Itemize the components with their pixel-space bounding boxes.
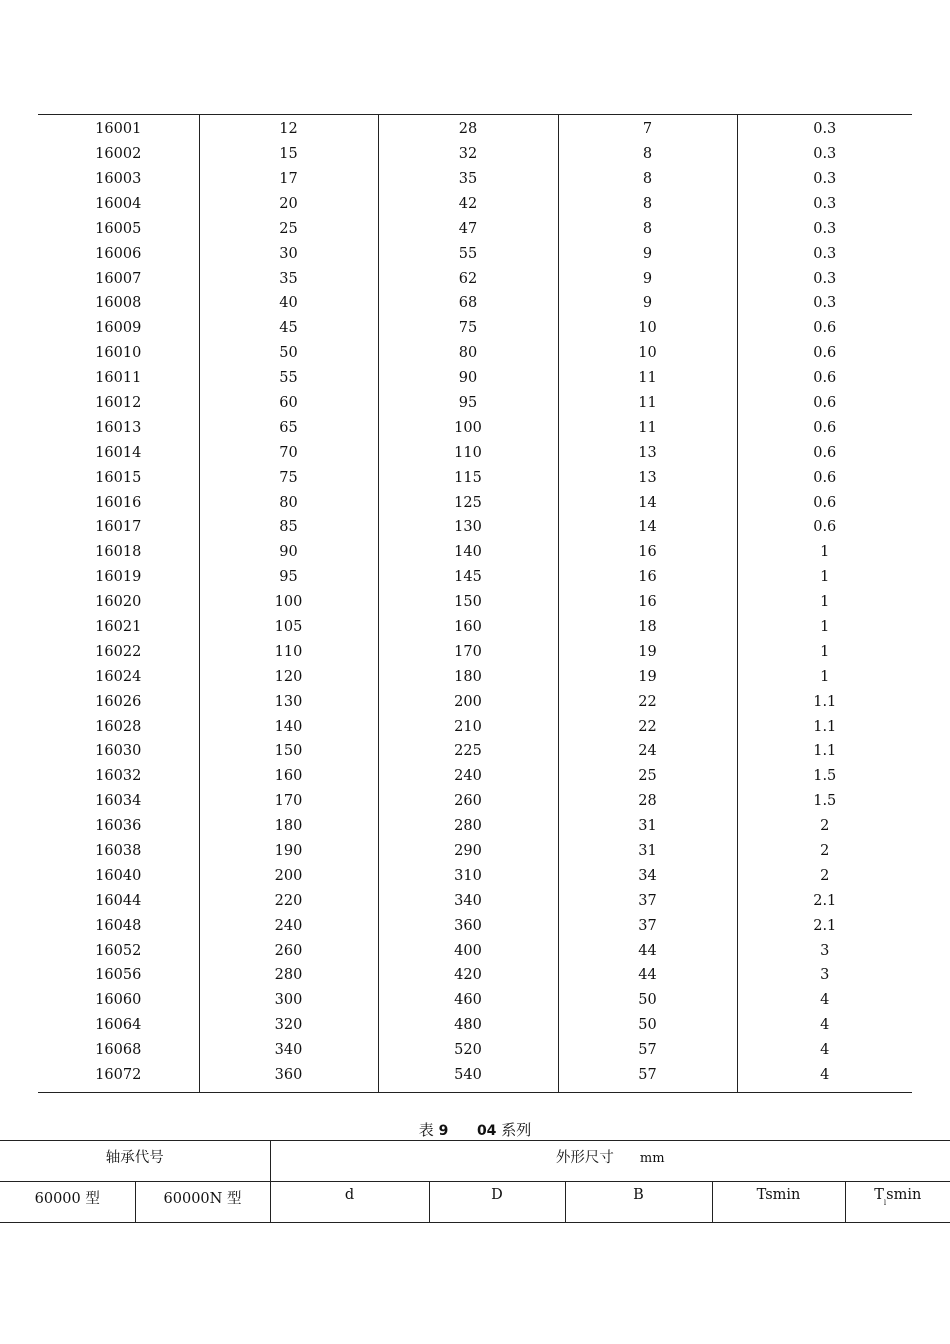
col-D-header: D <box>429 1182 565 1223</box>
D-cell: 80 <box>378 341 558 366</box>
dimensions-unit: mm <box>639 1151 665 1166</box>
d-cell: 170 <box>199 789 378 814</box>
B-cell: 28 <box>558 789 737 814</box>
header-row-1 <box>0 1141 950 1182</box>
D-cell: 110 <box>378 441 558 466</box>
rsmin-cell: 1.5 <box>737 764 912 789</box>
B-cell: 37 <box>558 914 737 939</box>
B-cell: 8 <box>558 217 737 242</box>
table-caption <box>0 1119 950 1140</box>
D-cell: 240 <box>378 764 558 789</box>
bearing-code-cell: 16012 <box>95 394 142 411</box>
bearing-code-cell: 16007 <box>95 270 142 287</box>
table-row <box>38 366 912 391</box>
table-row <box>38 192 912 217</box>
B-cell: 14 <box>558 515 737 540</box>
d-cell: 120 <box>199 665 378 690</box>
B-cell: 13 <box>558 441 737 466</box>
d-cell: 70 <box>199 441 378 466</box>
bearing-code-cell: 16011 <box>95 370 142 387</box>
rsmin-cell: 0.3 <box>737 241 912 266</box>
B-cell: 14 <box>558 490 737 515</box>
col-d-header: d <box>270 1182 429 1223</box>
B-cell: 57 <box>558 1038 737 1063</box>
bearing-code-cell: 16016 <box>95 494 142 511</box>
d-cell: 45 <box>199 316 378 341</box>
rsmin-cell: 3 <box>737 963 912 988</box>
t1smin-rest: smin <box>886 1187 922 1203</box>
bearing-code-cell: 16068 <box>95 1042 142 1059</box>
B-cell: 25 <box>558 764 737 789</box>
t1smin-subscript: l <box>883 1199 887 1207</box>
caption-suffix: 系列 <box>501 1121 532 1139</box>
B-cell: 22 <box>558 689 737 714</box>
rsmin-cell: 4 <box>737 1063 912 1092</box>
d-cell: 30 <box>199 241 378 266</box>
bearing-dimension-table <box>38 114 912 1093</box>
D-cell: 520 <box>378 1038 558 1063</box>
table-row <box>38 1063 912 1092</box>
table-row <box>38 839 912 864</box>
bearing-code-header: 轴承代号 <box>0 1141 270 1182</box>
rsmin-cell: 0.3 <box>737 266 912 291</box>
d-cell: 130 <box>199 689 378 714</box>
caption-prefix: 表 <box>418 1121 434 1139</box>
bearing-code-cell: 16026 <box>95 693 142 710</box>
d-cell: 20 <box>199 192 378 217</box>
B-cell: 19 <box>558 640 737 665</box>
bearing-code-cell: 16060 <box>95 992 142 1009</box>
bearing-code-cell: 16048 <box>95 917 142 934</box>
rsmin-cell: 0.6 <box>737 465 912 490</box>
table-row <box>38 739 912 764</box>
D-cell: 35 <box>378 167 558 192</box>
D-cell: 280 <box>378 814 558 839</box>
rsmin-cell: 1 <box>737 565 912 590</box>
D-cell: 540 <box>378 1063 558 1092</box>
B-cell: 44 <box>558 963 737 988</box>
d-cell: 280 <box>199 963 378 988</box>
d-cell: 85 <box>199 515 378 540</box>
D-cell: 140 <box>378 540 558 565</box>
rsmin-cell: 0.3 <box>737 142 912 167</box>
D-cell: 460 <box>378 988 558 1013</box>
col-tsmin-header: Tsmin <box>712 1182 845 1223</box>
bearing-code-cell: 16006 <box>95 245 142 262</box>
bearing-code-cell: 16003 <box>95 170 142 187</box>
d-cell: 12 <box>199 115 378 142</box>
bearing-code-cell: 16044 <box>95 892 142 909</box>
table-row <box>38 540 912 565</box>
rsmin-cell: 4 <box>737 1038 912 1063</box>
B-cell: 44 <box>558 938 737 963</box>
D-cell: 160 <box>378 615 558 640</box>
rsmin-cell: 0.3 <box>737 192 912 217</box>
rsmin-cell: 1 <box>737 590 912 615</box>
rsmin-cell: 1.1 <box>737 739 912 764</box>
rsmin-cell: 1.5 <box>737 789 912 814</box>
table-row <box>38 142 912 167</box>
dimensions-header <box>270 1141 950 1182</box>
bearing-code-cell: 16036 <box>95 818 142 835</box>
bearing-code-cell: 16013 <box>95 419 142 436</box>
d-cell: 40 <box>199 291 378 316</box>
D-cell: 360 <box>378 914 558 939</box>
bearing-code-cell: 16030 <box>95 743 142 760</box>
D-cell: 400 <box>378 938 558 963</box>
bearing-code-cell: 16064 <box>95 1017 142 1034</box>
rsmin-cell: 2.1 <box>737 914 912 939</box>
B-cell: 50 <box>558 1013 737 1038</box>
bearing-code-cell: 16010 <box>95 345 142 362</box>
B-cell: 18 <box>558 615 737 640</box>
table-row <box>38 615 912 640</box>
d-cell: 95 <box>199 565 378 590</box>
table-row <box>38 665 912 690</box>
bearing-code-cell: 16019 <box>95 569 142 586</box>
d-cell: 160 <box>199 764 378 789</box>
B-cell: 11 <box>558 366 737 391</box>
bearing-code-cell: 16017 <box>95 519 142 536</box>
bearing-code-cell: 16024 <box>95 668 142 685</box>
B-cell: 34 <box>558 864 737 889</box>
B-cell: 37 <box>558 889 737 914</box>
bearing-code-cell: 16008 <box>95 295 142 312</box>
table-row <box>38 590 912 615</box>
table-row <box>38 689 912 714</box>
D-cell: 68 <box>378 291 558 316</box>
B-cell: 22 <box>558 714 737 739</box>
B-cell: 16 <box>558 565 737 590</box>
D-cell: 28 <box>378 115 558 142</box>
B-cell: 10 <box>558 316 737 341</box>
rsmin-cell: 4 <box>737 1013 912 1038</box>
col-t1smin-header <box>845 1182 950 1223</box>
rsmin-cell: 1 <box>737 640 912 665</box>
D-cell: 200 <box>378 689 558 714</box>
D-cell: 260 <box>378 789 558 814</box>
D-cell: 47 <box>378 217 558 242</box>
d-cell: 35 <box>199 266 378 291</box>
B-cell: 9 <box>558 241 737 266</box>
B-cell: 9 <box>558 266 737 291</box>
rsmin-cell: 2 <box>737 814 912 839</box>
d-cell: 260 <box>199 938 378 963</box>
D-cell: 210 <box>378 714 558 739</box>
table-row <box>38 789 912 814</box>
rsmin-cell: 0.6 <box>737 490 912 515</box>
table-row <box>38 266 912 291</box>
rsmin-cell: 1 <box>737 540 912 565</box>
D-cell: 290 <box>378 839 558 864</box>
table-row <box>38 914 912 939</box>
d-cell: 65 <box>199 416 378 441</box>
D-cell: 310 <box>378 864 558 889</box>
d-cell: 220 <box>199 889 378 914</box>
d-cell: 180 <box>199 814 378 839</box>
rsmin-cell: 1.1 <box>737 689 912 714</box>
B-cell: 11 <box>558 416 737 441</box>
d-cell: 75 <box>199 465 378 490</box>
bearing-code-cell: 16022 <box>95 643 142 660</box>
table-row <box>38 889 912 914</box>
table-row <box>38 864 912 889</box>
d-cell: 80 <box>199 490 378 515</box>
D-cell: 145 <box>378 565 558 590</box>
table-row <box>38 316 912 341</box>
table-row <box>38 565 912 590</box>
B-cell: 31 <box>558 814 737 839</box>
table-row <box>38 465 912 490</box>
caption-number: 9 <box>438 1123 449 1139</box>
bearing-code-cell: 16028 <box>95 718 142 735</box>
D-cell: 480 <box>378 1013 558 1038</box>
table-row <box>38 515 912 540</box>
table-row <box>38 640 912 665</box>
B-cell: 50 <box>558 988 737 1013</box>
rsmin-cell: 0.3 <box>737 217 912 242</box>
D-cell: 130 <box>378 515 558 540</box>
d-cell: 110 <box>199 640 378 665</box>
bearing-code-cell: 16009 <box>95 320 142 337</box>
rsmin-cell: 2 <box>737 839 912 864</box>
t1smin-main: T <box>874 1187 884 1203</box>
table-row <box>38 441 912 466</box>
B-cell: 57 <box>558 1063 737 1092</box>
D-cell: 32 <box>378 142 558 167</box>
bearing-code-cell: 16015 <box>95 469 142 486</box>
d-cell: 105 <box>199 615 378 640</box>
B-cell: 9 <box>558 291 737 316</box>
table-row <box>38 217 912 242</box>
bearing-code-cell: 16072 <box>95 1067 142 1084</box>
D-cell: 62 <box>378 266 558 291</box>
rsmin-cell: 0.3 <box>737 291 912 316</box>
D-cell: 55 <box>378 241 558 266</box>
D-cell: 340 <box>378 889 558 914</box>
D-cell: 95 <box>378 391 558 416</box>
d-cell: 150 <box>199 739 378 764</box>
col-B-header: B <box>565 1182 712 1223</box>
D-cell: 115 <box>378 465 558 490</box>
bearing-code-cell: 16005 <box>95 220 142 237</box>
rsmin-cell: 2.1 <box>737 889 912 914</box>
d-cell: 17 <box>199 167 378 192</box>
B-cell: 8 <box>558 192 737 217</box>
d-cell: 100 <box>199 590 378 615</box>
rsmin-cell: 1.1 <box>737 714 912 739</box>
table-row <box>38 938 912 963</box>
d-cell: 320 <box>199 1013 378 1038</box>
rsmin-cell: 0.6 <box>737 416 912 441</box>
d-cell: 200 <box>199 864 378 889</box>
rsmin-cell: 0.6 <box>737 515 912 540</box>
dimensions-label: 外形尺寸 <box>555 1150 614 1166</box>
B-cell: 11 <box>558 391 737 416</box>
D-cell: 125 <box>378 490 558 515</box>
rsmin-cell: 0.3 <box>737 115 912 142</box>
D-cell: 42 <box>378 192 558 217</box>
table-row <box>38 391 912 416</box>
table-row <box>38 714 912 739</box>
bearing-code-cell: 16014 <box>95 444 142 461</box>
bearing-code-cell: 16020 <box>95 594 142 611</box>
table-row <box>38 490 912 515</box>
rsmin-cell: 0.6 <box>737 316 912 341</box>
D-cell: 100 <box>378 416 558 441</box>
D-cell: 170 <box>378 640 558 665</box>
bearing-code-cell: 16038 <box>95 843 142 860</box>
table-row <box>38 341 912 366</box>
d-cell: 90 <box>199 540 378 565</box>
B-cell: 24 <box>558 739 737 764</box>
table-row <box>38 291 912 316</box>
d-cell: 140 <box>199 714 378 739</box>
B-cell: 16 <box>558 540 737 565</box>
d-cell: 300 <box>199 988 378 1013</box>
d-cell: 55 <box>199 366 378 391</box>
rsmin-cell: 1 <box>737 615 912 640</box>
B-cell: 10 <box>558 341 737 366</box>
D-cell: 75 <box>378 316 558 341</box>
bearing-code-cell: 16001 <box>95 121 142 138</box>
bearing-code-cell: 16034 <box>95 793 142 810</box>
caption-series-code: 04 <box>476 1123 497 1139</box>
d-cell: 240 <box>199 914 378 939</box>
D-cell: 150 <box>378 590 558 615</box>
bearing-code-cell: 16021 <box>95 619 142 635</box>
rsmin-cell: 1 <box>737 665 912 690</box>
table-row <box>38 1013 912 1038</box>
rsmin-cell: 2 <box>737 864 912 889</box>
B-cell: 8 <box>558 142 737 167</box>
D-cell: 420 <box>378 963 558 988</box>
series-04-header-table <box>0 1140 950 1223</box>
D-cell: 225 <box>378 739 558 764</box>
d-cell: 60 <box>199 391 378 416</box>
bearing-table-body <box>38 115 912 1093</box>
table-row <box>38 814 912 839</box>
rsmin-cell: 0.6 <box>737 366 912 391</box>
rsmin-cell: 0.6 <box>737 441 912 466</box>
d-cell: 25 <box>199 217 378 242</box>
B-cell: 16 <box>558 590 737 615</box>
table-row <box>38 167 912 192</box>
D-cell: 90 <box>378 366 558 391</box>
table-row <box>38 416 912 441</box>
d-cell: 50 <box>199 341 378 366</box>
table-row <box>38 1038 912 1063</box>
d-cell: 340 <box>199 1038 378 1063</box>
B-cell: 8 <box>558 167 737 192</box>
table-row <box>38 241 912 266</box>
bearing-code-cell: 16002 <box>95 146 142 163</box>
table-row <box>38 963 912 988</box>
d-cell: 190 <box>199 839 378 864</box>
rsmin-cell: 3 <box>737 938 912 963</box>
B-cell: 13 <box>558 465 737 490</box>
rsmin-cell: 0.6 <box>737 341 912 366</box>
table-row <box>38 764 912 789</box>
rsmin-cell: 4 <box>737 988 912 1013</box>
bearing-code-cell: 16052 <box>95 942 142 959</box>
table-row <box>38 988 912 1013</box>
table-row <box>38 115 912 142</box>
bearing-code-cell: 16056 <box>95 967 142 984</box>
bearing-code-cell: 16040 <box>95 867 142 884</box>
bearing-code-cell: 16018 <box>95 544 142 561</box>
header-row-2 <box>0 1182 950 1223</box>
B-cell: 31 <box>558 839 737 864</box>
d-cell: 15 <box>199 142 378 167</box>
rsmin-cell: 0.3 <box>737 167 912 192</box>
col-60000-header: 60000 型 <box>0 1182 135 1223</box>
d-cell: 360 <box>199 1063 378 1092</box>
bearing-code-cell: 16004 <box>95 195 142 212</box>
B-cell: 7 <box>558 115 737 142</box>
D-cell: 180 <box>378 665 558 690</box>
col-60000n-header: 60000N 型 <box>135 1182 270 1223</box>
rsmin-cell: 0.6 <box>737 391 912 416</box>
B-cell: 19 <box>558 665 737 690</box>
bearing-code-cell: 16032 <box>95 768 142 785</box>
